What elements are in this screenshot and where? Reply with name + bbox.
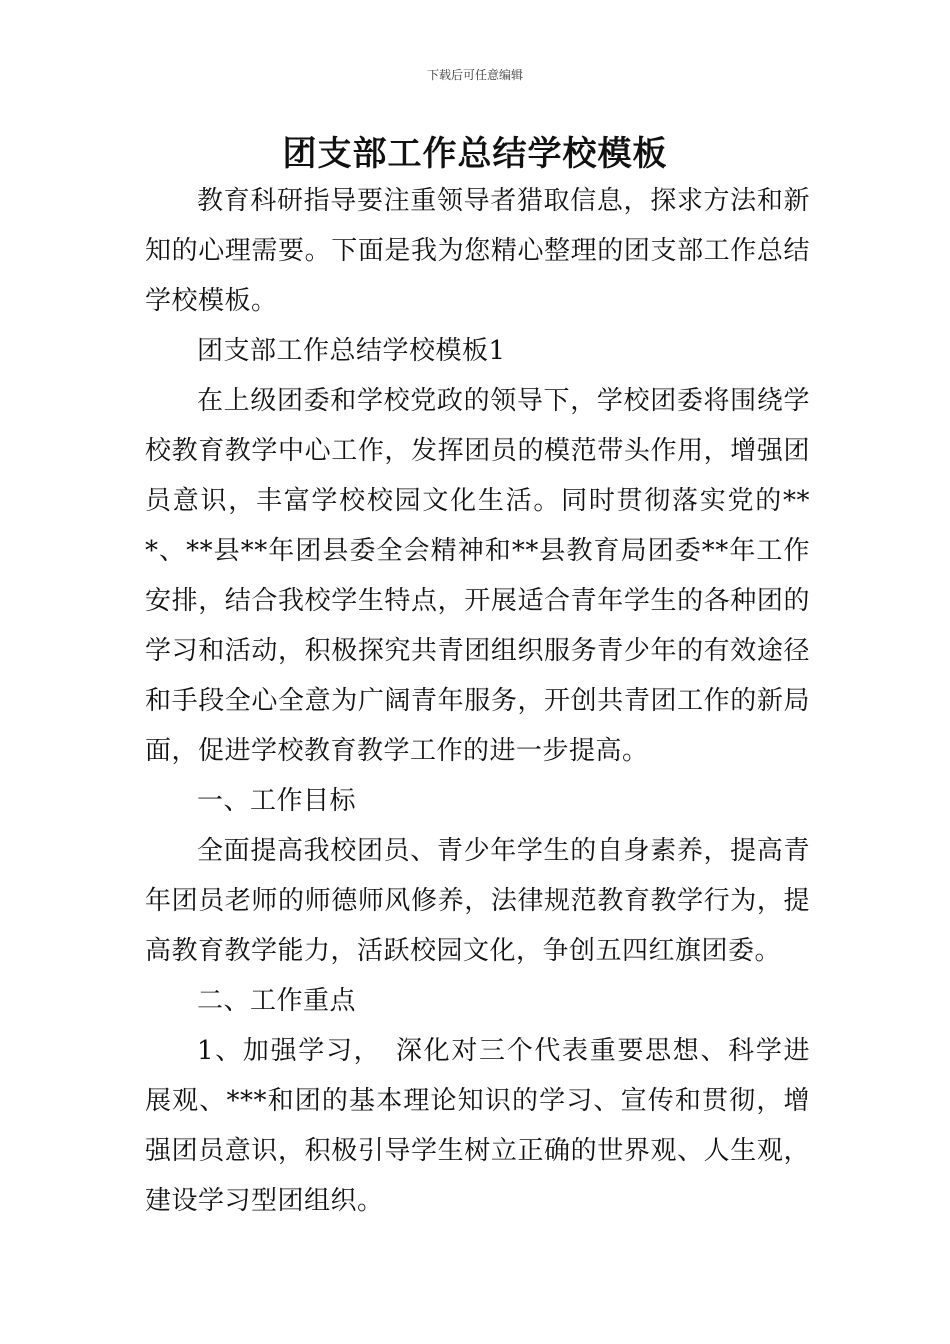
section-heading-template-1: 团支部工作总结学校模板1 (197, 336, 506, 366)
body-paragraph: 1、加强学习， 深化对三个代表重要思想、科学进展观、***和团的基本理论知识的学习、宣传和贯彻，增强团员意识，积极引导学生树立正确的世界观、人生观，建设学习型团组织。 (145, 1036, 810, 1216)
header-note: 下载后可任意编辑 (426, 68, 523, 82)
body-paragraph: 全面提高我校团员、青少年学生的自身素养，提高青年团员老师的师德师风修养，法律规范教育教学行为，提高教育教学能力，活跃校园文化，争创五四红旗团委。 (145, 836, 810, 966)
document-title: 团支部工作总结学校模板 (282, 134, 668, 174)
body-paragraph: 在上级团委和学校党政的领导下，学校团委将围绕学校教育教学中心工作，发挥团员的模范带头作用，增强团员意识，丰富学校校园文化生活。同时贯彻落实党的***、**县**年团县委全会精神和**县教育局团委**年工作安排，结合我校学生特点，开展适合青年学生的各种团的学习和活动，积极探究共青团组织服务青少年的有效途径和手段全心全意为广阔青年服务，开创共青团工作的新局面，促进学校教育教学工作的进一步提高。 (145, 386, 810, 766)
document-body (145, 176, 810, 1226)
intro-paragraph: 教育科研指导要注重领导者猎取信息，探求方法和新知的心理需要。下面是我为您精心整理的团支部工作总结学校模板。 (145, 186, 810, 316)
section-heading-focus: 二、工作重点 (197, 986, 357, 1016)
section-heading-goals: 一、工作目标 (197, 786, 357, 816)
